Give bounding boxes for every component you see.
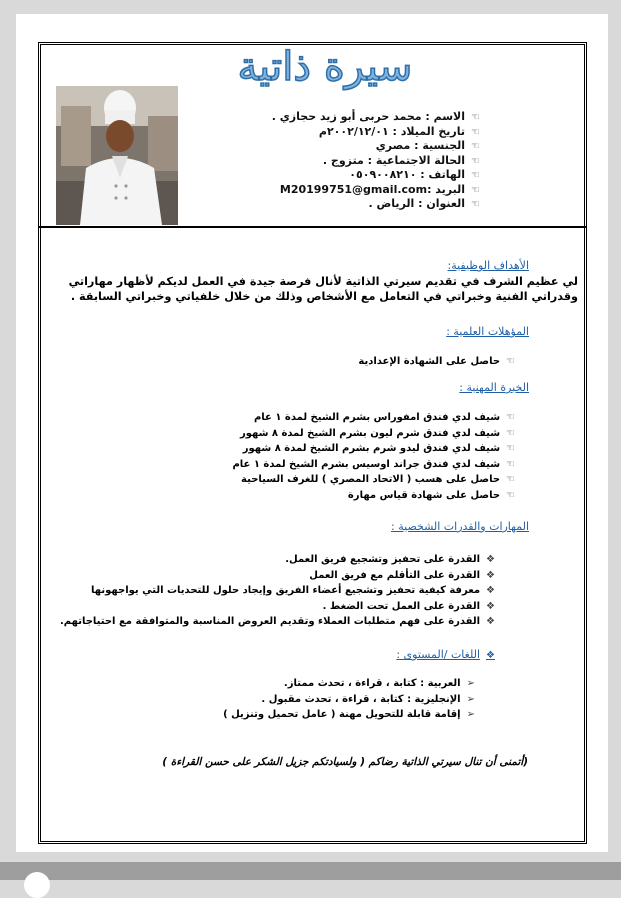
info-phone: ☜الهاتف : ٠٥٠٩٠٠٨٢١٠	[349, 168, 480, 181]
profile-photo	[56, 86, 178, 225]
diamond-bullet-icon: ❖	[486, 569, 495, 581]
experience-heading: الخبرة المهنية :	[459, 381, 529, 394]
header-divider	[38, 226, 587, 228]
personal-info-list	[271, 110, 480, 212]
objectives-text: لي عظيم الشرف في تقديم سيرتي الذاتية لأنال فرصة جيدة في العمل لديكم لأظهار مهاراتي وقدراتي الفنية وخبراتي في التعامل مع الأشخاص وذلك من خلال خلفياتي وخبراتي السابقة .	[68, 275, 578, 303]
arrow-bullet-icon: ➢	[466, 678, 475, 689]
list-item: ❖القدرة على تحفيز وتشجيع فريق العمل.	[285, 554, 495, 565]
viewer-bottom-bar	[0, 862, 621, 880]
list-item: ☜حاصل على هسب ( الاتحاد المصري ) للغرف السياحية	[241, 474, 515, 486]
hand-pointer-icon: ☜	[471, 126, 480, 138]
list-item: ➢الإنجليزية : كتابة ، قراءة ، تحدث مقبول .	[261, 693, 475, 705]
list-item: ❖القدرة على فهم متطلبات العملاء وتقديم العروض المناسبة والمتوافقة مع احتياجاتهم.	[59, 616, 495, 628]
list-item: ☜شيف لدي فندق امفوراس بشرم الشيخ لمدة ١ عام	[253, 412, 515, 423]
hand-pointer-icon: ☜	[506, 489, 515, 501]
languages-list	[155, 676, 475, 723]
hand-pointer-icon: ☜	[506, 427, 515, 439]
qualifications-list	[195, 356, 515, 367]
arrow-bullet-icon: ➢	[466, 709, 475, 721]
closing-statement: (أتمنى أن تنال سيرتي الذاتية رضاكم ( ولسيادتكم جزيل الشكر على حسن القراءة )	[162, 756, 528, 768]
hand-pointer-icon: ☜	[471, 112, 480, 123]
chef-photo-icon	[56, 86, 178, 225]
skills-list	[59, 552, 495, 630]
diamond-bullet-icon: ❖	[486, 585, 495, 597]
list-item: ☜حاصل على شهادة قياس مهارة	[347, 489, 515, 501]
list-item: ❖معرفة كيفية تحفيز وتشجيع أعضاء الفريق وإيجاد حلول للتحديات التي يواجهونها	[91, 585, 495, 597]
info-birthdate: ☜تاريخ الميلاد : ٢٠٠٢/١٢/٠١م	[318, 124, 480, 138]
objectives-heading: الأهداف الوظيفية:	[447, 259, 529, 272]
info-email: ☜البريد :M20199751@gmail.com	[279, 182, 480, 196]
hand-pointer-icon: ☜	[471, 155, 480, 167]
circle-button-icon[interactable]	[24, 872, 50, 898]
list-item: ☜شيف لدي فندق شرم ليون بشرم الشيخ لمدة ٨ شهور	[239, 427, 515, 439]
hand-pointer-icon: ☜	[471, 184, 480, 196]
qualifications-heading: المؤهلات العلمية :	[446, 325, 529, 338]
list-item: ☜شيف لدي فندق جراند اوسيس بشرم الشيخ لمدة ١ عام	[232, 458, 515, 470]
list-item: ❖القدرة على العمل تحت الضغط .	[322, 600, 495, 612]
experience-list	[195, 410, 515, 504]
hand-pointer-icon: ☜	[471, 141, 480, 152]
skills-heading: المهارات والقدرات الشخصية :	[391, 520, 529, 533]
list-item: ☜حاصل على الشهادة الإعدادية	[358, 356, 515, 367]
diamond-bullet-icon: ❖	[486, 600, 495, 612]
arrow-bullet-icon: ➢	[466, 693, 475, 705]
hand-pointer-icon: ☜	[506, 458, 515, 470]
hand-pointer-icon: ☜	[471, 170, 480, 181]
diamond-bullet-icon: ❖	[486, 616, 495, 628]
info-marital-status: ☜الحالة الاجتماعية : متزوج .	[322, 153, 480, 167]
hand-pointer-icon: ☜	[471, 199, 480, 210]
info-name: ☜الاسم : محمد حربى أبو زيد حجازي .	[271, 110, 480, 123]
info-address: ☜العنوان : الرياض .	[368, 197, 480, 210]
diamond-bullet-icon: ❖	[486, 650, 495, 661]
diamond-bullet-icon: ❖	[486, 554, 495, 565]
hand-pointer-icon: ☜	[506, 356, 515, 367]
hand-pointer-icon: ☜	[506, 474, 515, 486]
list-item: ➢إقامة قابلة للتحويل مهنة ( عامل تحميل وتنزيل )	[223, 709, 475, 721]
list-item: ☜شيف لدي فندق ليدو شرم بشرم الشيخ لمدة ٨ شهور	[242, 443, 515, 455]
info-nationality: ☜الجنسية : مصري	[375, 139, 480, 152]
page-title: سيرة ذاتية	[237, 44, 413, 90]
list-item: ❖القدرة على التأقلم مع فريق العمل	[309, 569, 495, 581]
hand-pointer-icon: ☜	[506, 412, 515, 423]
list-item: ➢العربية : كتابة ، قراءة ، تحدث ممتاز.	[283, 678, 475, 689]
languages-heading: ❖اللغات /المستوى :	[396, 648, 495, 661]
hand-pointer-icon: ☜	[506, 443, 515, 455]
